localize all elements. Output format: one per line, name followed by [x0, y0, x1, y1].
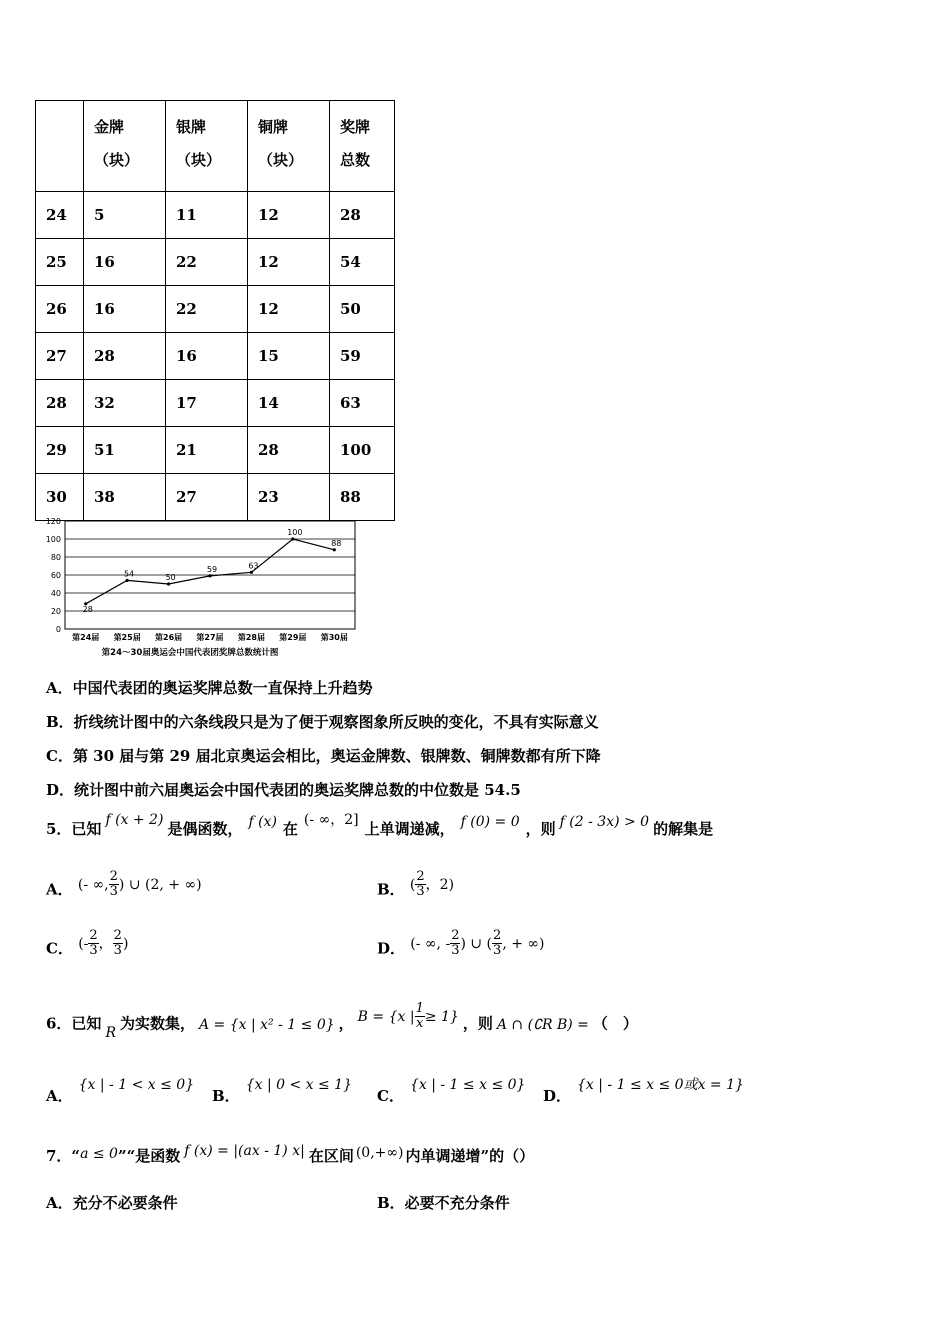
table-cell: 11 [166, 192, 248, 239]
q6-text: 为实数集， [119, 1014, 195, 1033]
table-cell: 30 [36, 474, 84, 521]
q5-option-b [377, 869, 455, 905]
table-cell: 63 [330, 380, 395, 427]
data-label: 63 [248, 561, 259, 571]
table-cell: 27 [166, 474, 248, 521]
q5-text: ，则 [525, 820, 556, 838]
data-label: 59 [206, 564, 218, 574]
data-point [208, 574, 211, 577]
table-cell: 51 [84, 427, 166, 474]
medal-table [35, 100, 395, 521]
table-cell: 100 [330, 427, 395, 474]
table-cell: 28 [248, 427, 330, 474]
q6-option-b-math: {x | 0 < x ≤ 1} [245, 1077, 352, 1093]
medal-line-chart [33, 515, 363, 665]
y-tick-label: 100 [45, 535, 61, 544]
table-row [36, 474, 395, 521]
x-tick-label: 第25届 [113, 633, 141, 642]
data-label: 28 [82, 604, 93, 614]
q7-text: 内单调递增”的（） [405, 1147, 535, 1165]
data-label: 88 [331, 538, 342, 548]
q5-prefix: 5．已知 [46, 820, 102, 838]
table-cell: 28 [330, 192, 395, 239]
table-header-cell: 奖牌 总数 [330, 101, 395, 192]
y-tick-label: 20 [50, 607, 61, 616]
option-label: B． [212, 1087, 240, 1105]
q6-prefix: 6．已知 [46, 1014, 102, 1033]
x-tick-label: 第29届 [279, 633, 307, 642]
q5-expr-f0: f (0) = 0 [460, 814, 520, 830]
q7-stem [46, 1145, 534, 1166]
q4-option-c: C．第 30 届与第 29 届北京奥运会相比，奥运金牌数、银牌数、铜牌数都有所下降 [46, 747, 601, 765]
table-cell: 27 [36, 333, 84, 380]
q6-set-a: A = {x | x² - 1 ≤ 0} [199, 1016, 335, 1033]
x-tick-label: 第28届 [237, 633, 265, 642]
y-tick-label: 80 [50, 553, 61, 562]
table-cell: 28 [36, 380, 84, 427]
option-label: D． [543, 1087, 572, 1105]
q4-option-b: B．折线统计图中的六条线段只是为了便于观察图象所反映的变化，不具有实际意义 [46, 713, 599, 731]
x-tick-label: 第26届 [155, 633, 183, 642]
table-row [36, 333, 395, 380]
q5-expr-f-x-plus-2: f (x + 2) [105, 812, 164, 828]
table-header-cell: 银牌 （块） [166, 101, 248, 192]
q7-condition: a ≤ 0 [80, 1146, 118, 1162]
x-tick-label: 第27届 [196, 633, 224, 642]
data-point [126, 579, 129, 582]
table-body [36, 192, 395, 521]
q5-option-a-math: (- ∞, $\frac{2}{3}$ ) ∪ (2, + ∞) [77, 869, 202, 899]
table-cell: 12 [248, 192, 330, 239]
table-row [36, 380, 395, 427]
q7-function: f (x) = |(ax - 1) x| [184, 1143, 305, 1159]
q6-text: ，则 [462, 1014, 493, 1033]
q7-interval: (0,+∞) [355, 1145, 404, 1161]
q5-text: 的解集是 [653, 820, 714, 838]
y-tick-label: 40 [50, 589, 61, 598]
data-label: 54 [124, 569, 135, 579]
table-cell: 12 [248, 286, 330, 333]
table-header-cell [36, 101, 84, 192]
table-cell: 38 [84, 474, 166, 521]
table-cell: 29 [36, 427, 84, 474]
table-cell: 22 [166, 239, 248, 286]
q5-option-c-math: (- $\frac{2}{3}$ ， $\frac{2}{3}$ ) [78, 928, 129, 958]
q6-expr: A ∩ (∁R B) = [496, 1016, 589, 1033]
table-header-cell: 金牌 （块） [84, 101, 166, 192]
q7-prefix: 7．“ [46, 1147, 81, 1165]
q5-expr-interval: (- ∞，2] [303, 812, 359, 828]
q5-expr-f-x: f (x) [248, 814, 277, 830]
table-cell: 16 [84, 286, 166, 333]
data-point [291, 537, 294, 540]
table-header-row [36, 101, 395, 192]
q5-option-d [377, 928, 545, 964]
q6-option-d [543, 1077, 744, 1106]
table-cell: 5 [84, 192, 166, 239]
q7-text: ”“是函数 [117, 1147, 181, 1165]
table-cell: 15 [248, 333, 330, 380]
data-point [167, 582, 170, 585]
y-tick-label: 120 [45, 517, 61, 526]
table-row [36, 286, 395, 333]
q6-option-b [212, 1077, 352, 1106]
table-cell: 21 [166, 427, 248, 474]
table-cell: 26 [36, 286, 84, 333]
q6-option-a [46, 1077, 195, 1106]
chart-title: 第24～30届奥运会中国代表团奖牌总数统计图 [101, 648, 279, 658]
table-cell: 28 [84, 333, 166, 380]
table-cell: 23 [248, 474, 330, 521]
q7-text: 在区间 [308, 1147, 354, 1165]
table-cell: 16 [166, 333, 248, 380]
q5-option-b-math: ( $\frac{2}{3}$ ，2) [409, 869, 455, 899]
q5-text: 是偶函数， [167, 820, 243, 838]
data-point [333, 548, 336, 551]
table-cell: 25 [36, 239, 84, 286]
table-header-cell: 铜牌 （块） [248, 101, 330, 192]
table-cell: 16 [84, 239, 166, 286]
q7-option-a: A．充分不必要条件 [46, 1194, 178, 1212]
q5-expr-inequality: f (2 - 3x) > 0 [559, 814, 650, 830]
table-cell: 17 [166, 380, 248, 427]
option-label: A． [46, 1087, 73, 1105]
q5-text: 在 [282, 820, 298, 838]
q5-option-d-math: (- ∞, - $\frac{2}{3}$ ) ∪ ( $\frac{2}{3}$ , + ∞) [410, 928, 545, 958]
q6-r: R [105, 1024, 116, 1041]
q4-option-a: A．中国代表团的奥运奖牌总数一直保持上升趋势 [46, 679, 373, 697]
y-tick-label: 0 [55, 625, 61, 634]
q6-stem [46, 1001, 638, 1041]
y-tick-label: 60 [50, 571, 61, 580]
q6-set-b: B = {x | $\frac{1}{x}$ ≥ 1} [357, 1001, 459, 1031]
option-label: A． [46, 880, 73, 899]
q5-stem [46, 812, 714, 839]
q6-text: ， [338, 1014, 354, 1033]
table-cell: 22 [166, 286, 248, 333]
q5-option-c [46, 928, 129, 964]
data-point [250, 571, 253, 574]
table-cell: 54 [330, 239, 395, 286]
table-cell: 59 [330, 333, 395, 380]
data-label: 100 [287, 528, 303, 537]
table-cell: 12 [248, 239, 330, 286]
q6-tail: （ ） [592, 1014, 638, 1033]
table-cell: 50 [330, 286, 395, 333]
q7-option-b: B．必要不充分条件 [377, 1194, 510, 1212]
table-row [36, 239, 395, 286]
q6-option-c-math: {x | - 1 ≤ x ≤ 0} [409, 1077, 526, 1093]
table-cell: 88 [330, 474, 395, 521]
option-label: D． [377, 939, 406, 958]
q6-option-c [377, 1077, 526, 1106]
x-tick-label: 第30届 [320, 633, 348, 642]
table-cell: 24 [36, 192, 84, 239]
table-cell: 14 [248, 380, 330, 427]
q4-option-d: D．统计图中前六届奥运会中国代表团的奥运奖牌总数的中位数是 54.5 [46, 781, 521, 799]
q5-text: 上单调递减， [364, 820, 455, 838]
q5-option-a [46, 869, 202, 905]
data-label: 50 [165, 573, 176, 582]
table-cell: 32 [84, 380, 166, 427]
table-row [36, 192, 395, 239]
option-label: B． [377, 880, 405, 899]
option-label: C． [46, 939, 73, 958]
option-label: C． [377, 1087, 404, 1105]
q6-option-d-math: {x | - 1 ≤ x ≤ 0或x = 1} [577, 1077, 744, 1093]
q6-option-a-math: {x | - 1 < x ≤ 0} [78, 1077, 195, 1093]
table-row [36, 427, 395, 474]
x-tick-label: 第24届 [72, 633, 100, 642]
